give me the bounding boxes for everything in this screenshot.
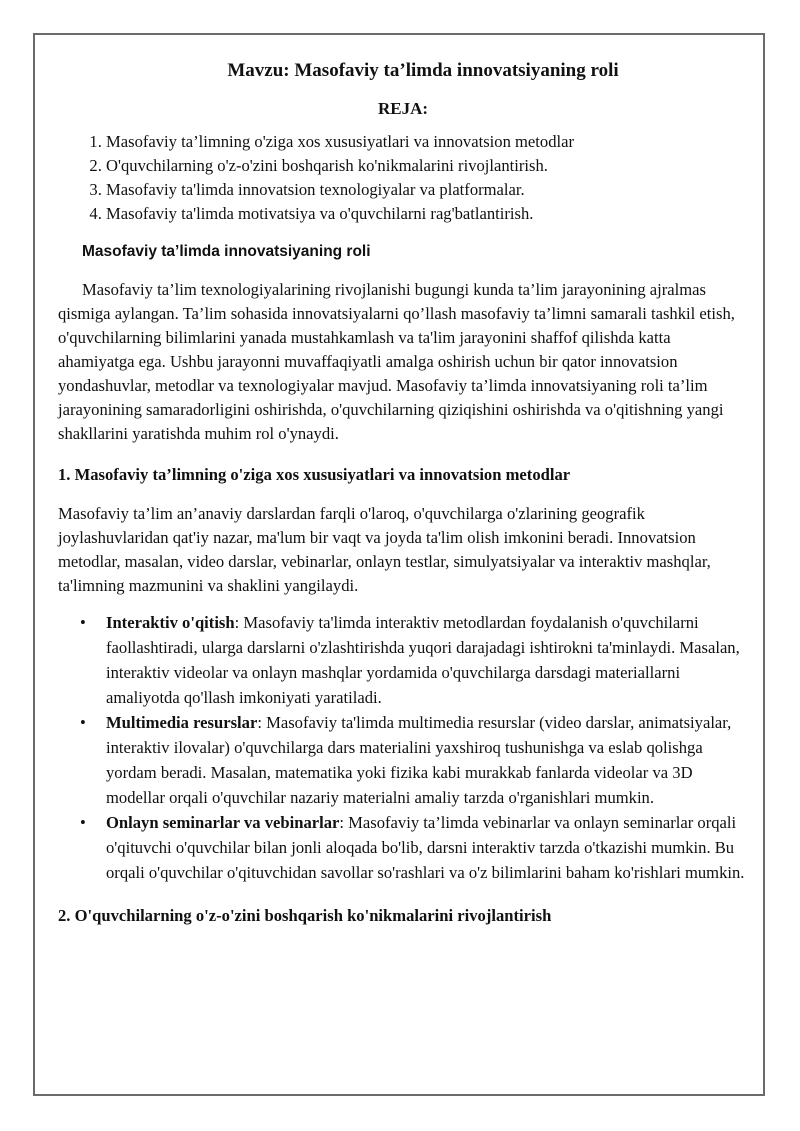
bullet-item <box>80 610 748 710</box>
bullet-term: Interaktiv o'qitish <box>106 613 235 632</box>
plan-item: 3. Masofaviy ta'limda innovatsion texnologiyalar va platformalar. <box>106 178 748 202</box>
plan-item: 1. Masofaviy ta’limning o'ziga xos xususiyatlari va innovatsion metodlar <box>106 130 748 154</box>
bullet-term: Onlayn seminarlar va vebinarlar <box>106 813 340 832</box>
bullet-icon: • <box>80 613 86 632</box>
section-subheading: Masofaviy ta’limda innovatsiyaning roli <box>82 243 371 260</box>
bullet-term: Multimedia resurslar <box>106 713 258 732</box>
section-1-paragraph: Masofaviy ta’lim an’anaviy darslardan farqli o'laroq, o'quvchilarga o'zlarining geografik joylashuvlaridan qat'iy nazar, ma'lum bir vaqt va joyda ta'lim olish imkonini beradi. Innovatsion metodlar, masalan, video darslar, vebinarlar, onlayn testlar, simulyatsiyalar va interaktiv mashqlar, ta'limning mazmunini va shaklini yangilaydi. <box>58 504 711 595</box>
intro-paragraph: Masofaviy ta’lim texnologiyalarining rivojlanishi bugungi kunda ta’lim jarayonining ajralmas qismiga aylangan. Ta’lim sohasida innovatsiyalarni qo’llash masofaviy ta’limni samarali tashkil etish, o'quvchilarning bilimlarini yanada mustahkamlash va ta'lim jarayonini shaffof qilishda katta ahamiyatga ega. Ushbu jarayonni muvaffaqiyatli amalga oshirish uchun bir qator innovatsion yondashuvlar, metodlar va texnologiyalar mavjud. Masofaviy ta’limda innovatsiyaning roli ta’lim jarayonining samaradorligini oshirishda, o'quvchilarning qiziqishini oshirishda va o'qitishning yangi shakllarini yaratishda muhim rol o'ynaydi. <box>58 280 735 443</box>
plan-list <box>58 130 748 226</box>
section-1-heading: 1. Masofaviy ta’limning o'ziga xos xususiyatlari va innovatsion metodlar <box>58 465 571 484</box>
bullet-icon: • <box>80 813 86 832</box>
document-title: Mavzu: Masofaviy ta’limda innovatsiyaning roli <box>227 60 619 81</box>
bullet-item <box>80 810 748 885</box>
bullet-text: : Masofaviy ta’limda vebinarlar va onlayn seminarlar orqali o'qituvchi o'quvchilar bilan jonli aloqada bo'lib, darsni interaktiv tarzda o'tkazishi mumkin. Bu orqali o'quvchilar o'qituvchidan savollar so'rashlari va o'z bilimlarini baham ko'rishlari mumkin. <box>106 813 745 882</box>
document-body <box>58 50 748 929</box>
bullet-text: : Masofaviy ta'limda multimedia resurslar (video darslar, animatsiyalar, interaktiv ilovalar) o'quvchilarga dars materialini yaxshiroq tushunishga va eslab qolishga yordam beradi. Masalan, matematika yoki fizika kabi murakkab fanlarda videolar va 3D modellar orqali o'quvchilar nazariy materialni amaliy tarzda o'rganishlari mumkin. <box>106 713 732 807</box>
section-2-heading: 2. O'quvchilarning o'z-o'zini boshqarish ko'nikmalarini rivojlantirish <box>58 906 552 925</box>
plan-item: 4. Masofaviy ta'limda motivatsiya va o'quvchilarni rag'batlantirish. <box>106 202 748 226</box>
section-1-bullet-list <box>58 610 748 885</box>
bullet-item <box>80 710 748 810</box>
plan-item: 2. O'quvchilarning o'z-o'zini boshqarish ko'nikmalarini rivojlantirish. <box>106 154 748 178</box>
plan-heading: REJA: <box>377 99 429 118</box>
bullet-icon: • <box>80 713 86 732</box>
bullet-text: : Masofaviy ta'limda interaktiv metodlardan foydalanish o'quvchilarni faollashtiradi, ularga darslarni o'zlashtirishda yuqori darajadagi ishtirokni ta'minlaydi. Masalan, interaktiv videolar va onlayn mashqlar yordamida o'quvchilarga darsdagi materiallarni amaliyotda qo'llash imkoniyati yaratiladi. <box>106 613 740 707</box>
